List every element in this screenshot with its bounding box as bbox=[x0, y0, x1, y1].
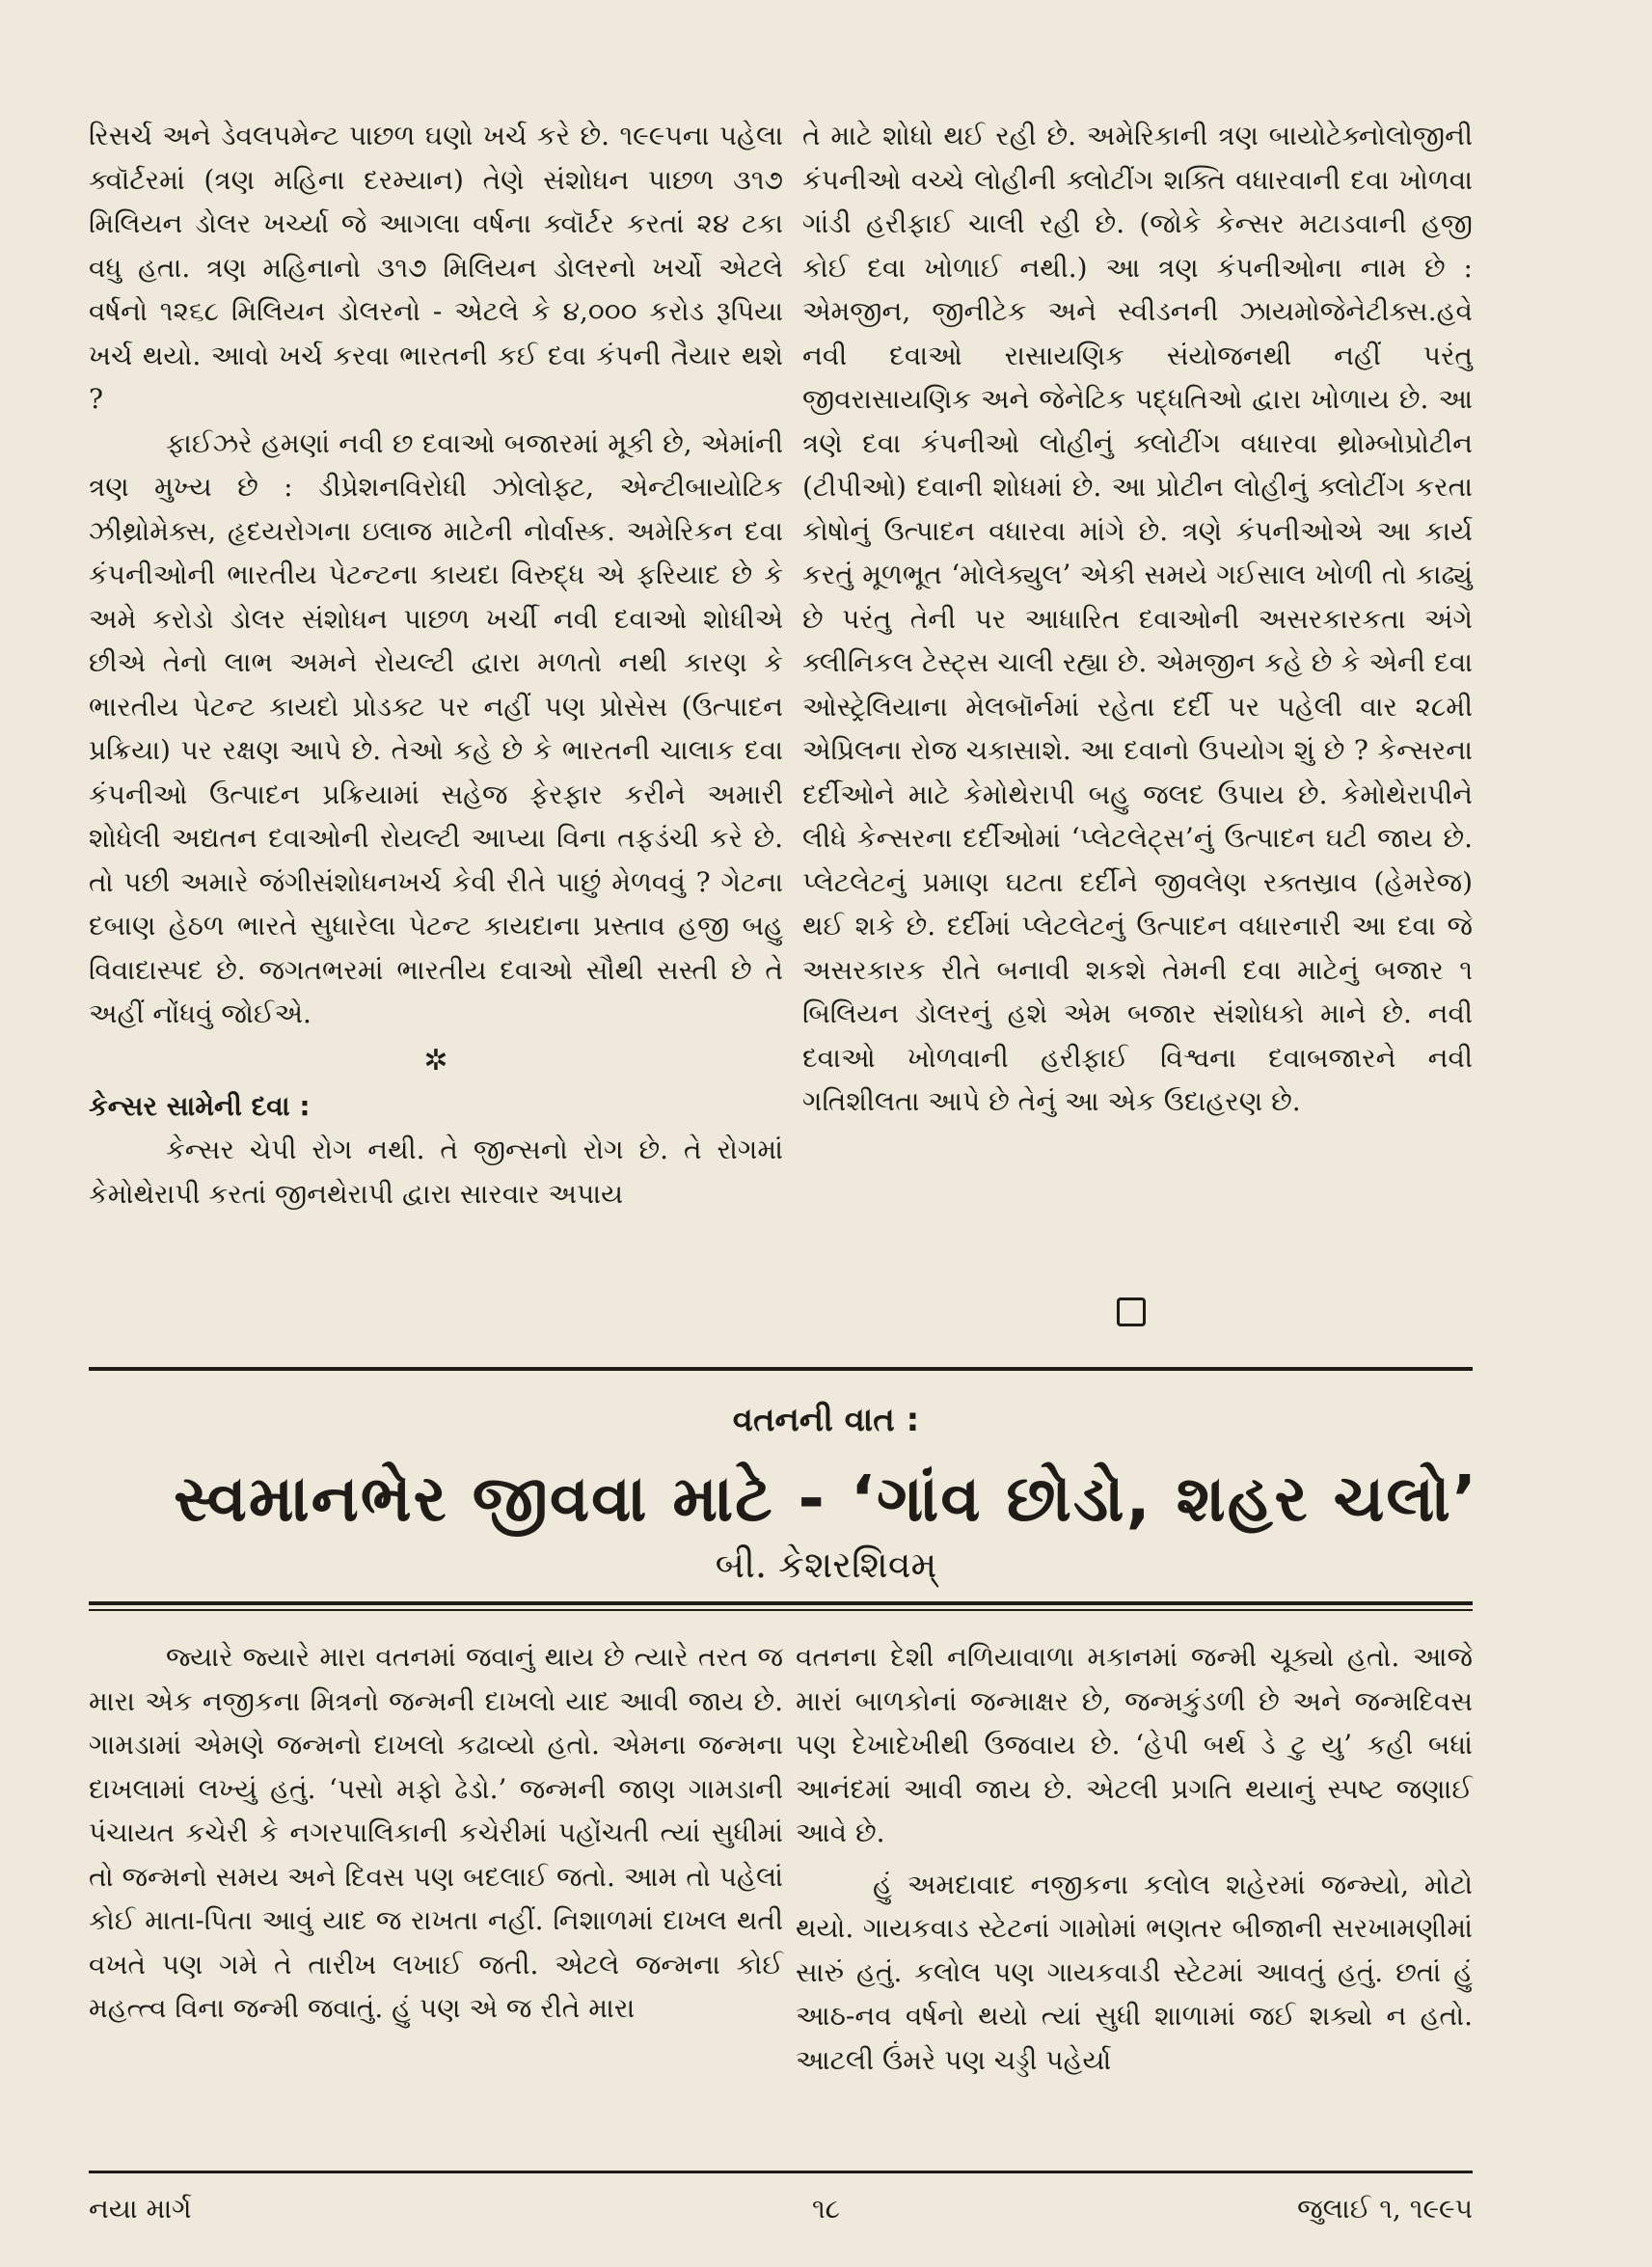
divider bbox=[89, 1609, 1473, 1611]
paragraph: ફાઈઝરે હમણાં નવી છ દવાઓ બજારમાં મૂકી છે, એમાંની ત્રણ મુખ્ય છે : ડીપ્રેશનવિરોધી ઝોલોફ્ટ, એન્ટીબાયોટિક ઝીથ્રોમેક્સ, હૃદયરોગના ઇલાજ માટેની નોર્વાસ્ક. અમેરિકન દવા કંપનીઓની ભારતીય પેટન્ટના કાયદા વિરુદ્ધ એ ફરિયાદ છે કે અમે કરોડો ડોલર સંશોધન પાછળ ખર્ચી નવી દવાઓ શોધીએ છીએ તેનો લાભ અમને રોયલ્ટી દ્વારા મળતો નથી કારણ કે ભારતીય પેટન્ટ કાયદો પ્રોડક્ટ પર નહીં પણ પ્રોસેસ (ઉત્પાદન પ્રક્રિયા) પર રક્ષણ આપે છે. તેઓ કહે છે કે ભારતની ચાલાક દવા કંપનીઓ ઉત્પાદન પ્રક્રિયામાં સહેજ ફેરફાર કરીને અમારી શોધેલી અદ્યતન દવાઓની રોયલ્ટી આપ્યા વિના તફડંચી કરે છે. તો પછી અમારે જંગીસંશોધનખર્ચ કેવી રીતે પાછું મેળવવું ? ગેટના દબાણ હેઠળ ભારતે સુધારેલા પેટન્ટ કાયદાના પ્રસ્તાવ હજી બહુ વિવાદાસ્પદ છે. જગતભરમાં ભારતીય દવાઓ સૌથી સસ્તી છે તે અહીં નોંધવું જોઈએ. bbox=[89, 426, 783, 1029]
footer-divider bbox=[89, 2171, 1473, 2173]
top-right-column bbox=[802, 114, 1473, 1124]
divider bbox=[89, 1367, 1473, 1371]
bottom-right-column bbox=[796, 1635, 1473, 2082]
issue-date: જુલાઈ ૧, ૧૯૯૫ bbox=[1297, 2193, 1473, 2225]
paragraph: વતનના દેશી નળિયાવાળા મકાનમાં જન્મી ચૂક્યો હતો. આજે મારાં બાળકોનાં જન્માક્ષર છે, જન્મકુંડળી છે અને જન્મદિવસ પણ દેખાદેખીથી ઉજવાય છે. ‘હેપી બર્થ ડે ટુ યુ’ કહી બધાં આનંદમાં આવી જાય છે. એટલી પ્રગતિ થયાનું સ્પષ્ટ જણાઈ આવે છે. bbox=[796, 1641, 1473, 1848]
subheading: કેન્સર સામેની દવા : bbox=[89, 1089, 311, 1122]
end-of-article-icon bbox=[1117, 1297, 1146, 1326]
author-byline: બી. કેશરશિવમ્ bbox=[715, 1543, 937, 1586]
divider bbox=[89, 1601, 1473, 1605]
paragraph: જ્યારે જ્યારે મારા વતનમાં જવાનું થાય છે ત્યારે તરત જ મારા એક નજીકના મિત્રનો જન્મની દાખલો યાદ આવી જાય છે. ગામડામાં એમણે જન્મનો દાખલો કઢાવ્યો હતો. એમના જન્મના દાખલામાં લખ્યું હતું. ‘પસો મફો ઢેડો.’ જન્મની જાણ ગામડાની પંચાયત કચેરી કે નગરપાલિકાની કચેરીમાં પહોંચતી ત્યાં સુધીમાં તો જન્મનો સમય અને દિવસ પણ બદલાઈ જતો. આમ તો પહેલાં કોઈ માતા-પિતા આવું યાદ જ રાખતા નહીં. નિશાળમાં દાખલ થતી વખતે પણ ગમે તે તારીખ લખાઈ જતી. એટલે જન્મના કોઈ મહત્ત્વ વિના જન્મી જવાતું. હું પણ એ જ રીતે મારા bbox=[89, 1641, 783, 2024]
bottom-left-column bbox=[89, 1635, 783, 2031]
article-headline: સ્વમાનભેર જીવવા માટે - ‘ગાંવ છોડો, શહર ચલો’ bbox=[174, 1461, 1478, 1536]
top-left-column bbox=[89, 114, 783, 1215]
publication-name: નયા માર્ગ bbox=[89, 2193, 192, 2225]
page-number: ૧૮ bbox=[811, 2193, 841, 2225]
paragraph: રિસર્ચ અને ડેવલપમેન્ટ પાછળ ઘણો ખર્ચ કરે છે. ૧૯૯૫ના પહેલા ક્વૉર્ટરમાં (ત્રણ મહિના દરમ્યાન) તેણે સંશોધન પાછળ ૩૧૭ મિલિયન ડોલર ખર્ચ્યા જે આગલા વર્ષના ક્વૉર્ટર કરતાં ૨૪ ટકા વધુ હતા. ત્રણ મહિનાનો ૩૧૭ મિલિયન ડોલરનો ખર્ચો એટલે વર્ષનો ૧૨૬૮ મિલિયન ડોલરનો - એટલે કે ૪,૦૦૦ કરોડ રૂપિયા ખર્ચ થયો. આવો ખર્ચ કરવા ભારતની કઈ દવા કંપની તૈયાર થશે ? bbox=[89, 120, 783, 415]
asterism-icon: ✲ bbox=[423, 1043, 448, 1078]
paragraph: કેન્સર ચેપી રોગ નથી. તે જીન્સનો રોગ છે. તે રોગમાં કેમોથેરાપી કરતાં જીનથેરાપી દ્વારા સારવાર અપાય bbox=[89, 1134, 783, 1210]
paragraph: હું અમદાવાદ નજીકના કલોલ શહેરમાં જન્મ્યો, મોટો થયો. ગાયકવાડ સ્ટેટનાં ગામોમાં ભણતર બીજાની સરખામણીમાં સારું હતું. કલોલ પણ ગાયકવાડી સ્ટેટમાં આવતું હતું. છતાં હું આઠ-નવ વર્ષનો થયો ત્યાં સુધી શાળામાં જઈ શક્યો ન હતો. આટલી ઉંમરે પણ ચડ્ડી પહેર્યા bbox=[796, 1868, 1473, 2076]
paragraph: તે માટે શોધો થઈ રહી છે. અમેરિકાની ત્રણ બાયોટેક્નોલોજીની કંપનીઓ વચ્ચે લોહીની ક્લોટીંગ શક્તિ વધારવાની દવા ખોળવા ગાંડી હરીફાઈ ચાલી રહી છે. (જોકે કેન્સર મટાડવાની હજી કોઈ દવા ખોળાઈ નથી.) આ ત્રણ કંપનીઓના નામ છે : એમજીન, જીનીટેક અને સ્વીડનની ઝાયમોજેનેટીક્સ.હવે નવી દવાઓ રાસાયણિક સંયોજનથી નહીં પરંતુ જીવરાસાયણિક અને જેનેટિક પદ્ધતિઓ દ્વારા ખોળાય છે. આ ત્રણે દવા કંપનીઓ લોહીનું ક્લોટીંગ વધારવા થ્રોમ્બોપ્રોટીન (ટીપીઓ) દવાની શોધમાં છે. આ પ્રોટીન લોહીનું ક્લોટીંગ કરતા કોષોનું ઉત્પાદન વધારવા માંગે છે. ત્રણે કંપનીઓએ આ કાર્ય કરતું મૂળભૂત ‘મોલેક્યુલ’ એકી સમયે ગઈસાલ ખોળી તો કાઢ્યું છે પરંતુ તેની પર આધારિત દવાઓની અસરકારકતા અંગે ક્લીનિકલ ટેસ્ટ્સ ચાલી રહ્યા છે. એમજીન કહે છે કે એની દવા ઓસ્ટ્રેલિયાના મેલબૉર્નમાં રહેતા દર્દી પર પહેલી વાર ૨૮મી એપ્રિલના રોજ ચકાસાશે. આ દવાનો ઉપયોગ શું છે ? કેન્સરના દર્દીઓને માટે કેમોથેરાપી બહુ જલદ ઉપાય છે. કેમોથેરાપીને લીધે કેન્સરના દર્દીઓમાં ‘પ્લેટલેટ્સ’નું ઉત્પાદન ઘટી જાય છે. પ્લેટલેટનું પ્રમાણ ઘટતા દર્દીને જીવલેણ રક્તસ્રાવ (હેમરેજ) થઈ શકે છે. દર્દીમાં પ્લેટલેટનું ઉત્પાદન વધારનારી આ દવા જે અસરકારક રીતે બનાવી શકશે તેમની દવા માટેનું બજાર ૧ બિલિયન ડોલરનું હશે એમ બજાર સંશોધકો માને છે. નવી દવાઓ ખોળવાની હરીફાઈ વિશ્વના દવાબજારને નવી ગતિશીલતા આપે છે તેનું આ એક ઉદાહરણ છે. bbox=[802, 120, 1473, 1117]
section-label: વતનની વાત : bbox=[732, 1401, 920, 1439]
